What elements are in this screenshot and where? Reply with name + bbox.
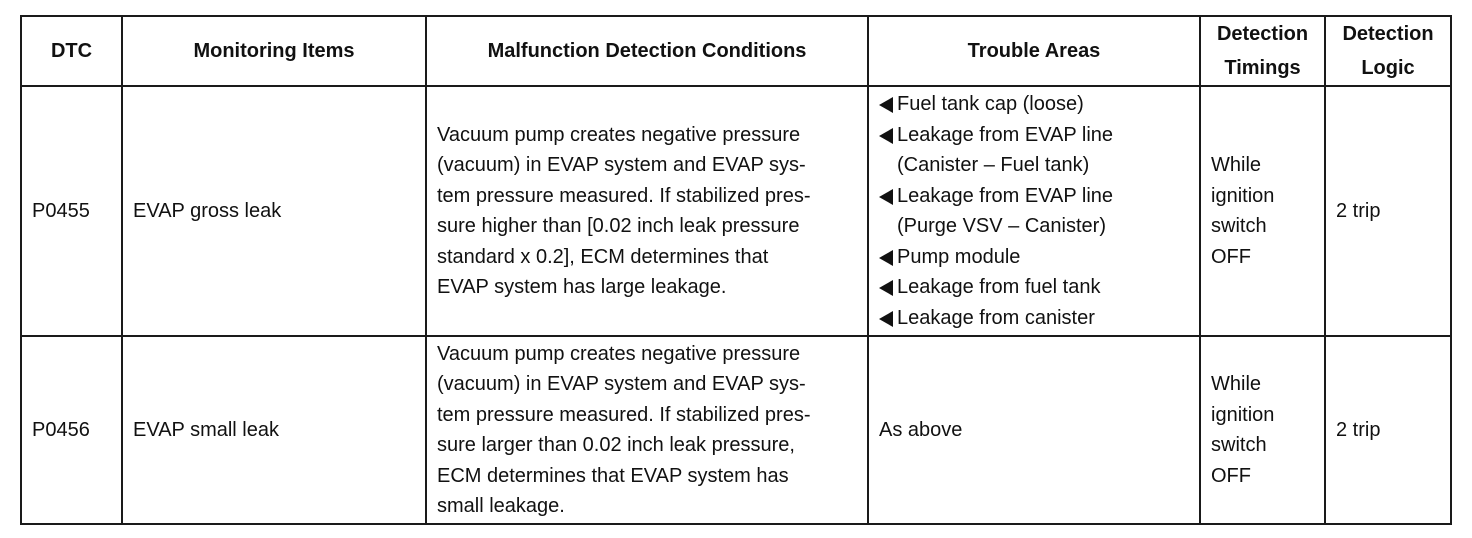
left-triangle-icon [879, 280, 893, 296]
trouble-area-text: Leakage from EVAP line (Purge VSV – Canister) [897, 184, 1114, 237]
monitoring-item: EVAP gross leak [122, 86, 426, 336]
table-header [21, 16, 1451, 86]
list-item [879, 181, 1191, 242]
header-trouble-areas: Trouble Areas [868, 16, 1200, 86]
trouble-area-text: Leakage from fuel tank [897, 276, 1101, 298]
left-triangle-icon [879, 128, 893, 144]
detection-timings: While ignition switch OFF [1200, 336, 1325, 524]
left-triangle-icon [879, 250, 893, 266]
dtc-code: P0455 [21, 86, 122, 336]
list-item [879, 303, 1191, 334]
dtc-code: P0456 [21, 336, 122, 524]
header-malfunction-conditions: Malfunction Detection Conditions [426, 16, 868, 86]
dtc-table [20, 15, 1452, 525]
table-body [21, 86, 1451, 524]
header-monitoring-items: Monitoring Items [122, 16, 426, 86]
trouble-area-text: Fuel tank cap (loose) [897, 93, 1084, 115]
list-item [879, 242, 1191, 273]
header-dtc: DTC [21, 16, 122, 86]
list-item [879, 272, 1191, 303]
list-item [879, 120, 1191, 181]
trouble-area-text: Leakage from EVAP line (Canister – Fuel tank) [897, 123, 1114, 176]
trouble-areas: As above [868, 336, 1200, 524]
trouble-areas-list [879, 89, 1191, 333]
detection-conditions: Vacuum pump creates negative pressure (vacuum) in EVAP system and EVAP sys- tem pressure measured. If stabilized pres- sure higher than [0.02 inch leak pressure standard x 0.2], ECM determines that EVAP system has large leakage. [426, 86, 868, 336]
detection-logic: 2 trip [1325, 336, 1451, 524]
header-row [21, 16, 1451, 86]
left-triangle-icon [879, 189, 893, 205]
trouble-area-text: Pump module [897, 245, 1021, 268]
table-row [21, 336, 1451, 524]
monitoring-item: EVAP small leak [122, 336, 426, 524]
list-item [879, 89, 1191, 120]
header-detection-logic: Detection Logic [1325, 16, 1451, 86]
trouble-area-text: Leakage from canister [897, 306, 1095, 329]
left-triangle-icon [879, 97, 893, 113]
header-detection-timings: Detection Timings [1200, 16, 1325, 86]
left-triangle-icon [879, 311, 893, 327]
detection-conditions: Vacuum pump creates negative pressure (vacuum) in EVAP system and EVAP sys- tem pressure measured. If stabilized pres- sure larger than 0.02 inch leak pressure, ECM determines that EVAP system has small leakage. [426, 336, 868, 524]
trouble-areas [868, 86, 1200, 336]
detection-timings: While ignition switch OFF [1200, 86, 1325, 336]
detection-logic: 2 trip [1325, 86, 1451, 336]
table-row [21, 86, 1451, 336]
